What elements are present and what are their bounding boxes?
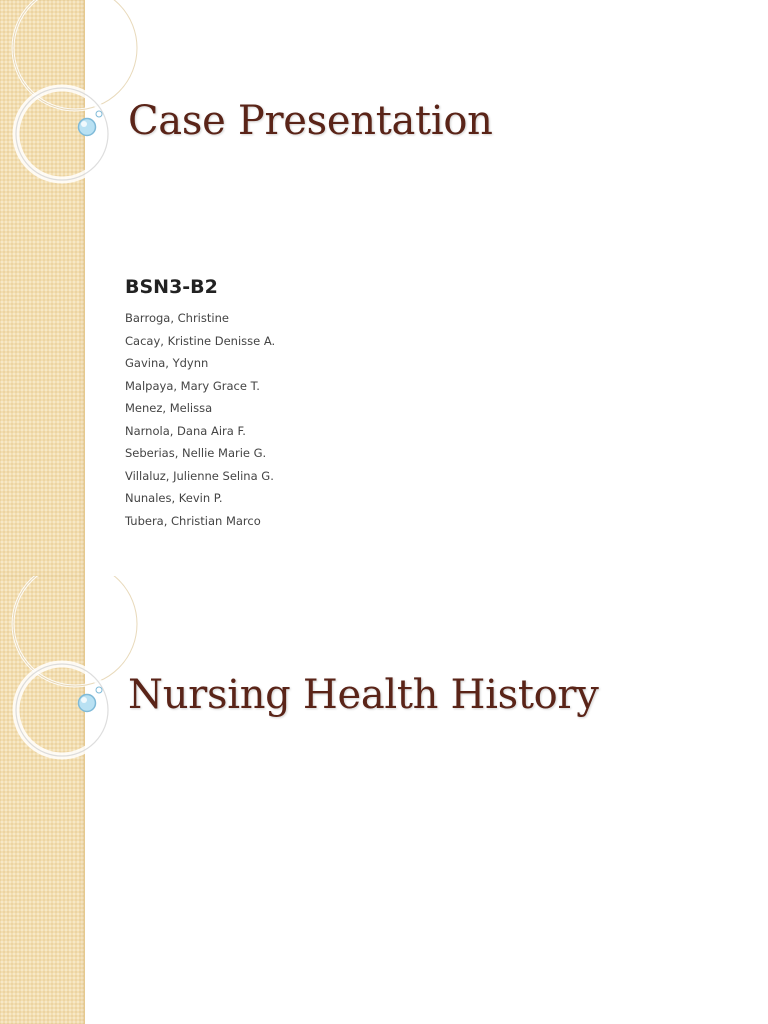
decorative-rings — [0, 0, 120, 200]
list-item: Nunales, Kevin P. — [125, 491, 223, 505]
slide-nursing-health-history — [0, 576, 768, 1024]
list-item: Malpaya, Mary Grace T. — [125, 378, 260, 393]
list-item: Cacay, Kristine Denisse A. — [125, 333, 276, 348]
slide-title: Case Presentation — [128, 98, 493, 144]
list-item: Menez, Melissa — [125, 401, 213, 415]
decorative-rings — [0, 576, 120, 776]
group-label: BSN3-B2 — [125, 276, 218, 298]
list-item: Villaluz, Julienne Selina G. — [125, 468, 274, 483]
list-item: Gavina, Ydynn — [125, 356, 209, 370]
list-item: Narnola, Dana Aira F. — [125, 423, 246, 438]
list-item: Tubera, Christian Marco — [125, 513, 261, 528]
slide-title: Nursing Health History — [128, 672, 599, 718]
list-item: Barroga, Christine — [125, 311, 229, 325]
member-list — [125, 307, 275, 532]
list-item: Seberias, Nellie Marie G. — [125, 446, 267, 460]
